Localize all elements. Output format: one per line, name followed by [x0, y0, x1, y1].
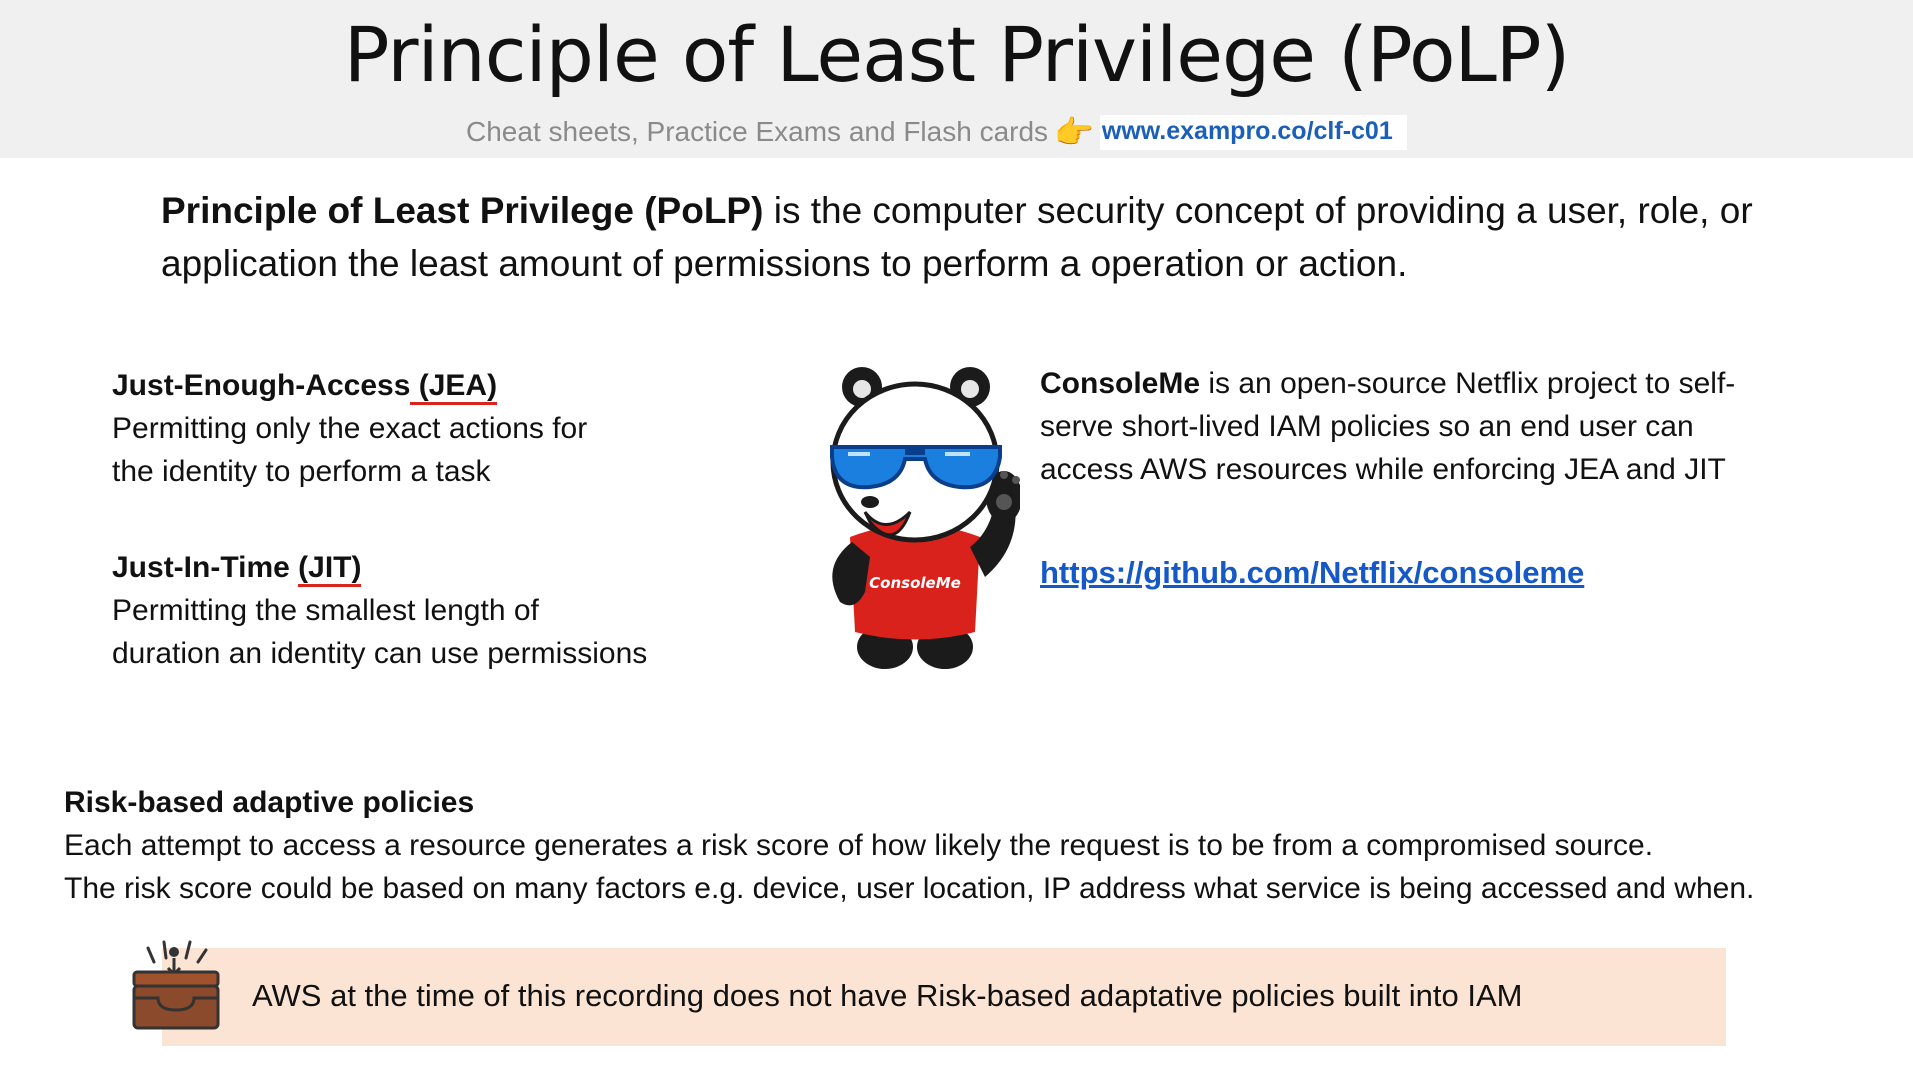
subtitle	[466, 114, 1407, 150]
intro-definition-text: is the computer security concept of providing a user, role, or application the least amount of permissions to perform a operation or action.	[161, 190, 1753, 284]
jit-heading-prefix: Just-In-Time	[112, 551, 299, 584]
intro-definition	[161, 184, 1821, 290]
inbox-tray-icon	[128, 940, 224, 1041]
subtitle-text: Cheat sheets, Practice Exams and Flash cards	[466, 116, 1049, 147]
consoleme-github-link[interactable]: https://github.com/Netflix/consoleme	[1040, 555, 1585, 590]
panda-mascot-icon	[810, 362, 1020, 677]
jit-line-1: Permitting the smallest length of	[112, 594, 539, 627]
consoleme-section	[1040, 362, 1760, 491]
jit-section	[112, 546, 812, 675]
risk-line-1: Each attempt to access a resource generates a risk score of how likely the request is to be from a compromised source.	[64, 829, 1654, 862]
risk-section	[64, 781, 1904, 910]
intro-term: Principle of Least Privilege (PoLP)	[161, 190, 764, 231]
jea-line-1: Permitting only the exact actions for	[112, 412, 588, 445]
note-text: AWS at the time of this recording does not have Risk-based adaptative policies built into IAM	[252, 978, 1523, 1013]
jea-heading-prefix: Just-Enough-Access	[112, 369, 411, 402]
risk-heading: Risk-based adaptive policies	[64, 786, 475, 819]
jea-line-2: the identity to perform a task	[112, 455, 491, 488]
mascot-shirt-text: ConsoleMe	[869, 574, 961, 592]
consoleme-description: is an open-source Netflix project to self-serve short-lived IAM policies so an end user can access AWS resources while enforcing JEA and JIT	[1040, 367, 1736, 486]
risk-line-2: The risk score could be based on many factors e.g. device, user location, IP address what service is being accessed and when.	[64, 872, 1755, 905]
exampro-link[interactable]: www.exampro.co/clf-c01	[1100, 115, 1407, 150]
jea-abbr: (JEA)	[410, 369, 497, 405]
jit-line-2: duration an identity can use permissions	[112, 637, 648, 670]
jit-heading	[112, 546, 812, 589]
consoleme-name: ConsoleMe	[1040, 367, 1201, 400]
pointing-hand-icon: 👉	[1054, 114, 1094, 150]
jea-heading	[112, 364, 752, 407]
header-banner	[0, 0, 1913, 158]
page-title: Principle of Least Privilege (PoLP)	[343, 10, 1570, 99]
jit-abbr: (JIT)	[298, 551, 361, 587]
panda-mascot-svg	[810, 362, 1020, 672]
jea-section	[112, 364, 752, 493]
